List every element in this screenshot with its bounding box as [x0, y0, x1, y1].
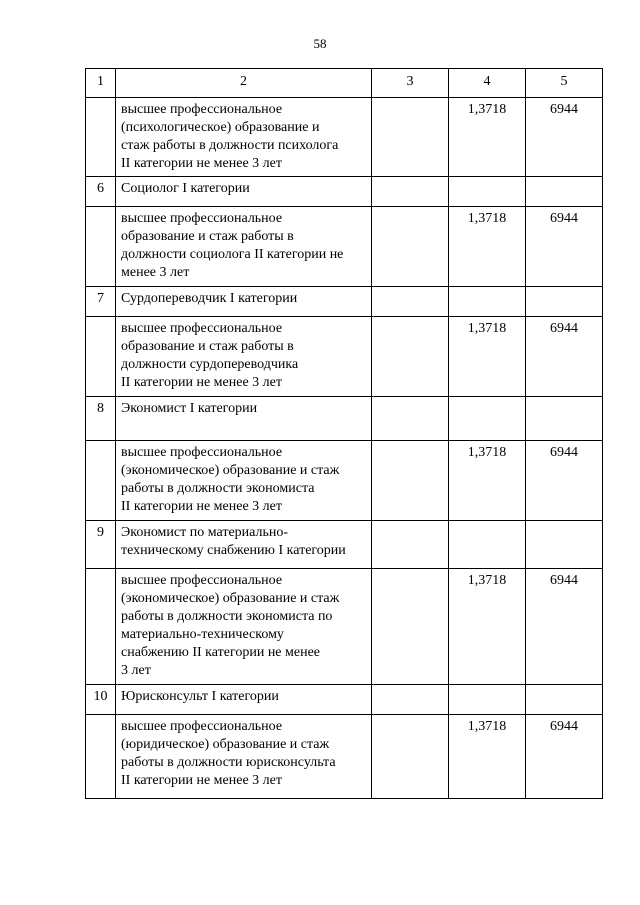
table-row [86, 569, 603, 685]
row-number-cell: 6 [86, 177, 116, 207]
row-salary-cell: 6944 [526, 441, 603, 521]
header-cell-3: 3 [372, 69, 449, 98]
row-salary-cell: 6944 [526, 715, 603, 799]
row-number-cell [86, 317, 116, 397]
header-cell-4: 4 [449, 69, 526, 98]
row-salary-cell [526, 177, 603, 207]
row-position-title-cell: Экономист по материально- техническому снабжению I категории [116, 521, 372, 569]
row-col3-cell [372, 207, 449, 287]
table-header-row [86, 69, 603, 98]
row-number-cell [86, 98, 116, 177]
row-coefficient-cell: 1,3718 [449, 207, 526, 287]
row-description-cell: высшее профессиональное (экономическое) образование и стаж работы в должности экономиста II категории не менее 3 лет [116, 441, 372, 521]
row-col3-cell [372, 441, 449, 521]
row-col3-cell [372, 569, 449, 685]
row-col3-cell [372, 98, 449, 177]
row-salary-cell: 6944 [526, 569, 603, 685]
row-coefficient-cell: 1,3718 [449, 317, 526, 397]
row-col3-cell [372, 317, 449, 397]
table-row [86, 207, 603, 287]
row-coefficient-cell [449, 397, 526, 441]
row-coefficient-cell: 1,3718 [449, 569, 526, 685]
row-description-cell: высшее профессиональное образование и стаж работы в должности сурдопереводчика II категории не менее 3 лет [116, 317, 372, 397]
row-number-cell: 8 [86, 397, 116, 441]
row-number-cell: 10 [86, 685, 116, 715]
row-description-cell: высшее профессиональное (юридическое) образование и стаж работы в должности юрисконсульта II категории не менее 3 лет [116, 715, 372, 799]
row-col3-cell [372, 685, 449, 715]
table-row [86, 685, 603, 715]
row-position-title-cell: Экономист I категории [116, 397, 372, 441]
row-description-cell: высшее профессиональное (экономическое) образование и стаж работы в должности экономиста по материально-техническому снабжению II категории не менее 3 лет [116, 569, 372, 685]
row-number-cell: 9 [86, 521, 116, 569]
row-salary-cell [526, 287, 603, 317]
table-row [86, 397, 603, 441]
table-row [86, 715, 603, 799]
row-coefficient-cell: 1,3718 [449, 715, 526, 799]
row-number-cell: 7 [86, 287, 116, 317]
row-number-cell [86, 715, 116, 799]
table-row [86, 287, 603, 317]
row-coefficient-cell [449, 287, 526, 317]
page-number: 58 [313, 36, 327, 51]
row-col3-cell [372, 287, 449, 317]
table-row [86, 317, 603, 397]
row-coefficient-cell: 1,3718 [449, 98, 526, 177]
row-salary-cell [526, 685, 603, 715]
row-coefficient-cell [449, 685, 526, 715]
row-salary-cell: 6944 [526, 207, 603, 287]
row-number-cell [86, 207, 116, 287]
table-row [86, 177, 603, 207]
row-salary-cell: 6944 [526, 317, 603, 397]
row-number-cell [86, 441, 116, 521]
header-cell-5: 5 [526, 69, 603, 98]
row-salary-cell: 6944 [526, 98, 603, 177]
row-col3-cell [372, 715, 449, 799]
table-row [86, 441, 603, 521]
row-coefficient-cell [449, 177, 526, 207]
row-number-cell [86, 569, 116, 685]
row-salary-cell [526, 397, 603, 441]
row-coefficient-cell [449, 521, 526, 569]
table-row [86, 521, 603, 569]
row-description-cell: высшее профессиональное (психологическое) образование и стаж работы в должности психолога II категории не менее 3 лет [116, 98, 372, 177]
table-row [86, 98, 603, 177]
qualification-table [85, 68, 603, 799]
row-salary-cell [526, 521, 603, 569]
row-description-cell: высшее профессиональное образование и стаж работы в должности социолога II категории не менее 3 лет [116, 207, 372, 287]
header-cell-2: 2 [116, 69, 372, 98]
row-position-title-cell: Сурдопереводчик I категории [116, 287, 372, 317]
header-cell-1: 1 [86, 69, 116, 98]
row-position-title-cell: Социолог I категории [116, 177, 372, 207]
row-position-title-cell: Юрисконсульт I категории [116, 685, 372, 715]
row-col3-cell [372, 177, 449, 207]
row-col3-cell [372, 521, 449, 569]
row-coefficient-cell: 1,3718 [449, 441, 526, 521]
row-col3-cell [372, 397, 449, 441]
